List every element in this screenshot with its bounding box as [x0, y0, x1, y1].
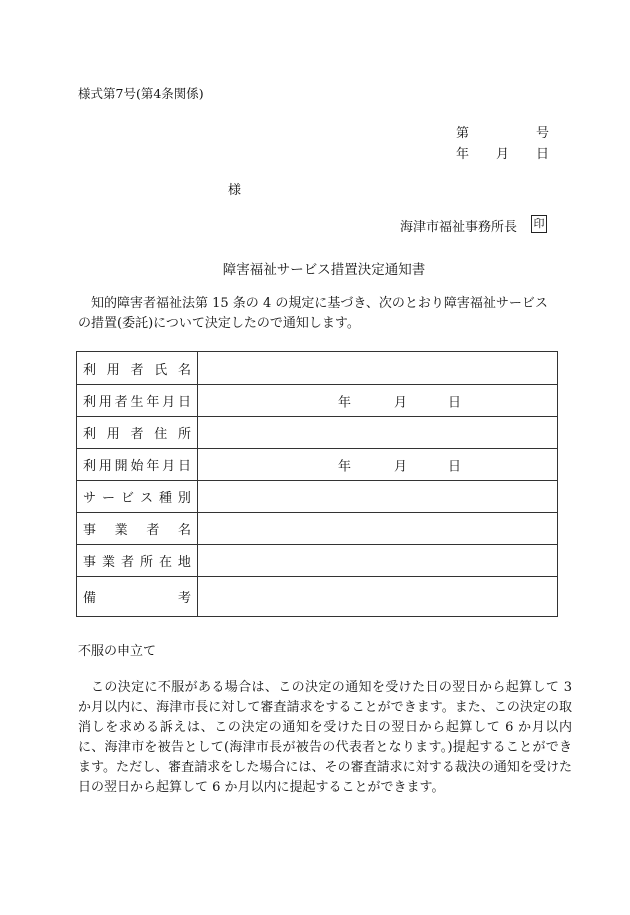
- row-value[interactable]: [198, 481, 558, 513]
- label-char: 事: [83, 555, 97, 570]
- row-value[interactable]: [198, 352, 558, 385]
- row-label-text: [83, 423, 191, 442]
- label-char: 利: [83, 459, 97, 474]
- table-row: [77, 481, 558, 513]
- recipient-info-table: [76, 351, 558, 617]
- objection-paragraph: この決定に不服がある場合は、この決定の通知を受けた日の翌日から起算して 3 か月以内に、海津市長に対して審査請求をすることができます。また、この決定の取消しを求める訴えは、この決定の通知を受けた日の翌日から起算して 6 か月以内に、海津市を被告として(海津市長が被告の代表者となります。)提起することができます。ただし、審査請求をした場合には、その審査請求に対する裁決の通知を受けた日の翌日から起算して 6 か月以内に提起することができます。: [78, 680, 572, 795]
- label-char: 用: [106, 427, 120, 442]
- table-row: [77, 513, 558, 545]
- label-char: 氏: [154, 362, 168, 378]
- intro-paragraph: 知的障害者福祉法第 15 条の 4 の規定に基づき、次のとおり障害福祉サービスの措置(委託)について決定したので通知します。: [78, 296, 548, 331]
- label-char: 備: [83, 591, 97, 606]
- row-label-text: [83, 587, 191, 606]
- row-label: [77, 352, 198, 385]
- label-char: 利: [83, 362, 97, 378]
- addressee-suffix: 様: [228, 183, 242, 198]
- row-label-text: [83, 551, 191, 570]
- label-char: 別: [177, 491, 191, 506]
- label-char: 始: [130, 459, 144, 474]
- label-char: 者: [114, 395, 128, 410]
- row-label: [77, 513, 198, 545]
- row-label-text: [83, 391, 191, 410]
- label-char: 月: [162, 459, 176, 474]
- issue-date-month: 月: [496, 147, 510, 162]
- label-char: 日: [177, 395, 191, 410]
- label-char: 用: [98, 395, 112, 410]
- label-char: 業: [114, 523, 128, 538]
- row-label: [77, 417, 198, 449]
- label-char: 用: [106, 362, 120, 378]
- label-char: 生: [130, 395, 144, 410]
- date-month-label: 月: [394, 459, 408, 474]
- row-value[interactable]: [198, 513, 558, 545]
- official-seal-mark: 印: [531, 215, 547, 233]
- label-char: 日: [177, 459, 191, 474]
- document-number-suffix: 号: [536, 126, 550, 141]
- date-day-label: 日: [448, 459, 462, 474]
- row-label-text: [83, 455, 191, 474]
- table-row: [77, 352, 558, 385]
- label-char: 考: [177, 591, 191, 606]
- issuer-name: 海津市福祉事務所長: [400, 220, 518, 235]
- row-value[interactable]: [198, 545, 558, 577]
- label-char: ー: [101, 491, 115, 506]
- label-char: 利: [83, 427, 97, 442]
- label-char: 業: [101, 555, 115, 570]
- table-row: [77, 577, 558, 617]
- label-char: 月: [162, 395, 176, 410]
- label-char: 住: [154, 427, 168, 442]
- label-char: 年: [146, 459, 160, 474]
- label-char: 地: [177, 555, 191, 570]
- date-year-label: 年: [338, 395, 352, 410]
- label-char: 利: [83, 395, 97, 410]
- row-label: [77, 577, 198, 617]
- label-char: 所: [177, 427, 191, 442]
- label-char: 者: [130, 362, 144, 378]
- table-row: [77, 417, 558, 449]
- date-year-label: 年: [338, 459, 352, 474]
- label-char: 者: [130, 427, 144, 442]
- label-char: 在: [158, 555, 172, 570]
- table-row: [77, 545, 558, 577]
- row-label: [77, 481, 198, 513]
- objection-heading: 不服の申立て: [78, 644, 157, 659]
- label-char: 種: [158, 491, 172, 506]
- row-label-text: [83, 359, 191, 378]
- label-char: 開: [114, 459, 128, 474]
- table-row: [77, 449, 558, 481]
- row-value[interactable]: [198, 577, 558, 617]
- row-label: [77, 449, 198, 481]
- label-char: 所: [139, 555, 153, 570]
- row-label-text: [83, 519, 191, 538]
- label-char: 名: [177, 362, 191, 378]
- label-char: 者: [120, 555, 134, 570]
- row-label-text: [83, 487, 191, 506]
- label-char: 用: [98, 459, 112, 474]
- row-value[interactable]: [198, 417, 558, 449]
- row-value[interactable]: [198, 449, 558, 481]
- table-row: [77, 385, 558, 417]
- label-char: ス: [139, 491, 153, 506]
- label-char: ビ: [120, 491, 134, 506]
- date-month-label: 月: [394, 395, 408, 410]
- form-number-label: 様式第7号(第4条関係): [78, 86, 204, 101]
- label-char: サ: [83, 491, 97, 506]
- row-label: [77, 545, 198, 577]
- document-title: 障害福祉サービス措置決定通知書: [222, 262, 426, 278]
- label-char: 年: [146, 395, 160, 410]
- row-label: [77, 385, 198, 417]
- label-char: 事: [83, 523, 97, 538]
- label-char: 者: [146, 523, 160, 538]
- label-char: 名: [177, 523, 191, 538]
- issue-date-day: 日: [536, 147, 550, 162]
- row-value[interactable]: [198, 385, 558, 417]
- issue-date-year: 年: [456, 147, 470, 162]
- date-day-label: 日: [448, 395, 462, 410]
- document-number-prefix: 第: [456, 126, 470, 141]
